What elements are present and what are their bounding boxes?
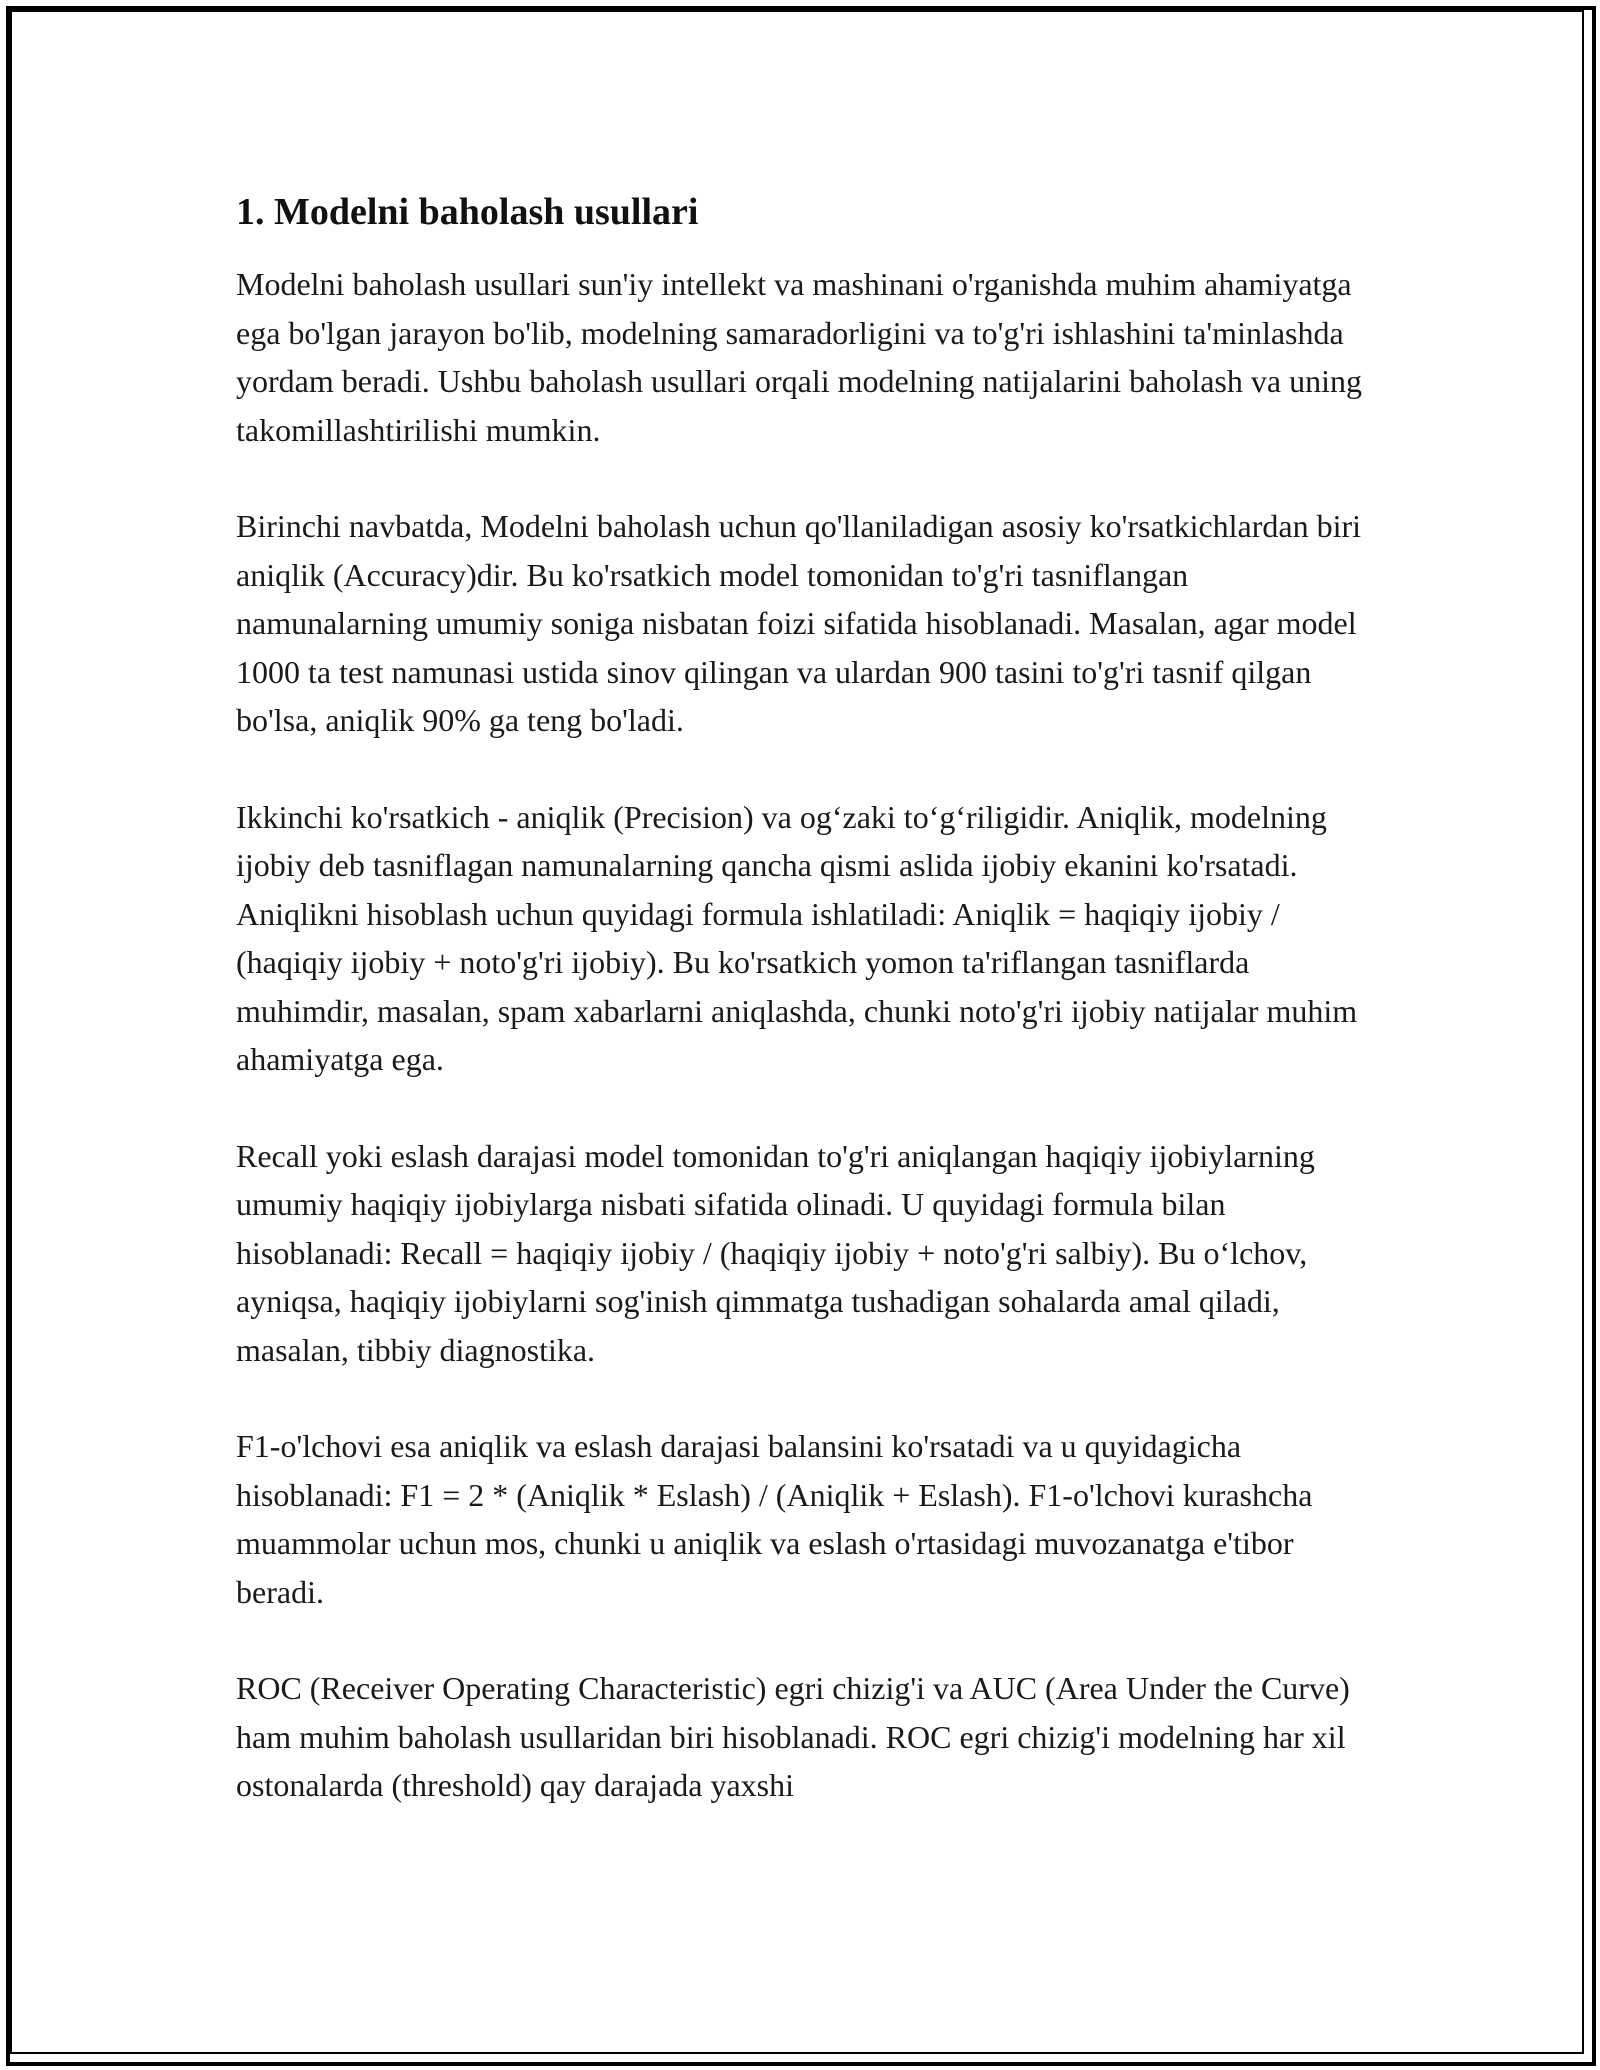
paragraph-precision: Ikkinchi ko'rsatkich - aniqlik (Precision) va og‘zaki to‘g‘riligidir. Aniqlik, modelning ijobiy deb tasniflagan namunalarning qancha qismi aslida ijobiy ekanini ko'rsatadi. Aniqlikni hisoblash uchun quyidagi formula ishlatiladi: Aniqlik = haqiqiy ijobiy / (haqiqiy ijobiy + noto'g'ri ijobiy). Bu ko'rsatkich yomon ta'riflangan tasniflarda muhimdir, masalan, spam xabarlarni aniqlashda, chunki noto'g'ri ijobiy natijalar muhim ahamiyatga ega.	[236, 798, 1358, 1077]
section-heading: 1. Modelni baholash usullari	[236, 191, 699, 233]
paragraph-recall: Recall yoki eslash darajasi model tomonidan to'g'ri aniqlangan haqiqiy ijobiylarning umumiy haqiqiy ijobiylarga nisbati sifatida olinadi. U quyidagi formula bilan hisoblanadi: Recall = haqiqiy ijobiy / (haqiqiy ijobiy + noto'g'ri salbiy). Bu o‘lchov, ayniqsa, haqiqiy ijobiylarni sog'inish qimmatga tushadigan sohalarda amal qiladi, masalan, tibbiy diagnostika.	[236, 1137, 1315, 1368]
paragraph-roc-auc: ROC (Receiver Operating Characteristic) egri chizig'i va AUC (Area Under the Curve) ham muhim baholash usullaridan biri hisoblanadi. ROC egri chizig'i modelning har xil ostonalarda (threshold) qay darajada yaxshi	[236, 1670, 1350, 1803]
paragraph-accuracy: Birinchi navbatda, Modelni baholash uchun qo'llaniladigan asosiy ko'rsatkichlardan biri aniqlik (Accuracy)dir. Bu ko'rsatkich model tomonidan to'g'ri tasniflangan namunalarning umumiy soniga nisbatan foizi sifatida hisoblanadi. Masalan, agar model 1000 ta test namunasi ustida sinov qilingan va ulardan 900 tasini to'g'ri tasnif qilgan bo'lsa, aniqlik 90% ga teng bo'ladi.	[236, 508, 1362, 738]
paragraph-intro: Modelni baholash usullari sun'iy intellekt va mashinani o'rganishda muhim ahamiyatga ega bo'lgan jarayon bo'lib, modelning samaradorligini va to'g'ri ishlashini ta'minlashda yordam beradi. Ushbu baholash usullari orqali modelning natijalarini baholash va uning takomillashtirilishi mumkin.	[236, 266, 1362, 448]
paragraph-f1: F1-o'lchovi esa aniqlik va eslash darajasi balansini ko'rsatadi va u quyidagicha hisoblanadi: F1 = 2 * (Aniqlik * Eslash) / (Aniqlik + Eslash). F1-o'lchovi kurashcha muammolar uchun mos, chunki u aniqlik va eslash o'rtasidagi muvozanatga e'tibor beradi.	[236, 1428, 1313, 1610]
document-body	[236, 186, 1376, 1858]
